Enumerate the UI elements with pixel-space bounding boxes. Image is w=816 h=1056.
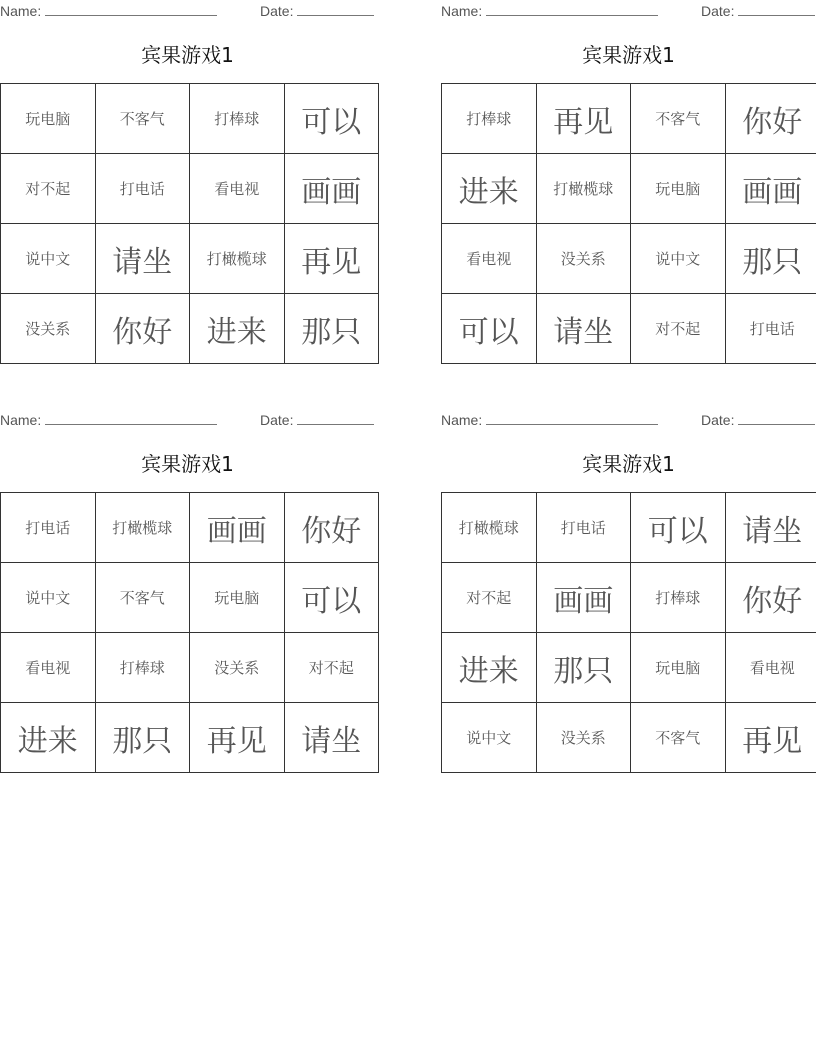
date-label: Date:: [260, 412, 294, 428]
grid-row: [1, 224, 379, 294]
name-date-line: [441, 3, 816, 19]
bingo-cell[interactable]: 画画: [284, 154, 379, 224]
date-blank-line[interactable]: [738, 412, 815, 425]
bingo-cell[interactable]: 没关系: [536, 703, 631, 773]
date-label: Date:: [701, 412, 735, 428]
name-blank-line[interactable]: [45, 412, 217, 425]
bingo-cell[interactable]: 进来: [442, 154, 537, 224]
date-blank-line[interactable]: [297, 412, 374, 425]
bingo-cell[interactable]: 进来: [1, 703, 96, 773]
grid-row: [1, 154, 379, 224]
bingo-cell[interactable]: 说中文: [1, 563, 96, 633]
bingo-cell[interactable]: 看电视: [442, 224, 537, 294]
grid-row: [442, 294, 816, 364]
bingo-grid: [441, 492, 816, 773]
bingo-cell[interactable]: 可以: [442, 294, 537, 364]
bingo-grid: [0, 492, 379, 773]
grid-row: [1, 703, 379, 773]
bingo-cell[interactable]: 打橄榄球: [95, 493, 190, 563]
date-field[interactable]: [701, 412, 815, 428]
bingo-card-2: [441, 0, 816, 365]
bingo-cell[interactable]: 可以: [284, 84, 379, 154]
bingo-cell[interactable]: 玩电脑: [631, 154, 726, 224]
bingo-cell[interactable]: 进来: [190, 294, 285, 364]
bingo-cell[interactable]: 打电话: [1, 493, 96, 563]
date-blank-line[interactable]: [297, 3, 374, 16]
bingo-cell[interactable]: 不客气: [631, 703, 726, 773]
name-blank-line[interactable]: [45, 3, 217, 16]
grid-row: [1, 563, 379, 633]
name-field[interactable]: [0, 412, 217, 428]
bingo-card-4: [441, 409, 816, 774]
bingo-cell[interactable]: 不客气: [95, 84, 190, 154]
grid-row: [1, 84, 379, 154]
bingo-cell[interactable]: 玩电脑: [631, 633, 726, 703]
bingo-cell[interactable]: 打电话: [536, 493, 631, 563]
bingo-cell[interactable]: 进来: [442, 633, 537, 703]
bingo-cell[interactable]: 对不起: [284, 633, 379, 703]
bingo-cell[interactable]: 没关系: [1, 294, 96, 364]
bingo-cell[interactable]: 看电视: [725, 633, 816, 703]
grid-row: [442, 563, 816, 633]
name-field[interactable]: [0, 3, 217, 19]
name-date-line: [0, 3, 375, 19]
bingo-cell[interactable]: 那只: [284, 294, 379, 364]
name-label: Name:: [441, 412, 483, 428]
name-date-line: [0, 412, 375, 428]
bingo-cell[interactable]: 没关系: [190, 633, 285, 703]
date-label: Date:: [701, 3, 735, 19]
bingo-cell[interactable]: 打电话: [725, 294, 816, 364]
bingo-cell[interactable]: 画画: [536, 563, 631, 633]
bingo-cell[interactable]: 你好: [95, 294, 190, 364]
name-date-line: [441, 412, 816, 428]
grid-row: [442, 633, 816, 703]
bingo-cell[interactable]: 可以: [284, 563, 379, 633]
bingo-cell[interactable]: 那只: [725, 224, 816, 294]
bingo-cell[interactable]: 画画: [190, 493, 285, 563]
bingo-cell[interactable]: 打棒球: [442, 84, 537, 154]
name-field[interactable]: [441, 3, 658, 19]
bingo-cell[interactable]: 那只: [95, 703, 190, 773]
bingo-cell[interactable]: 请坐: [536, 294, 631, 364]
bingo-cell[interactable]: 画画: [725, 154, 816, 224]
bingo-cell[interactable]: 打棒球: [190, 84, 285, 154]
date-field[interactable]: [701, 3, 815, 19]
card-title: 宾果游戏1: [582, 452, 675, 476]
grid-row: [442, 224, 816, 294]
bingo-cell[interactable]: 打橄榄球: [536, 154, 631, 224]
name-label: Name:: [441, 3, 483, 19]
bingo-cell[interactable]: 不客气: [631, 84, 726, 154]
name-field[interactable]: [441, 412, 658, 428]
bingo-grid: [0, 83, 379, 364]
bingo-cell[interactable]: 请坐: [284, 703, 379, 773]
grid-row: [1, 633, 379, 703]
bingo-cell[interactable]: 你好: [725, 84, 816, 154]
bingo-cell[interactable]: 没关系: [536, 224, 631, 294]
bingo-cell[interactable]: 再见: [536, 84, 631, 154]
bingo-cell[interactable]: 打电话: [95, 154, 190, 224]
name-blank-line[interactable]: [486, 3, 658, 16]
bingo-cell[interactable]: 对不起: [1, 154, 96, 224]
grid-row: [442, 84, 816, 154]
bingo-cell[interactable]: 说中文: [631, 224, 726, 294]
bingo-cell[interactable]: 对不起: [442, 563, 537, 633]
grid-row: [442, 154, 816, 224]
bingo-cell[interactable]: 打棒球: [631, 563, 726, 633]
bingo-cell[interactable]: 再见: [190, 703, 285, 773]
date-label: Date:: [260, 3, 294, 19]
bingo-cell[interactable]: 那只: [536, 633, 631, 703]
name-blank-line[interactable]: [486, 412, 658, 425]
bingo-cell[interactable]: 可以: [631, 493, 726, 563]
bingo-cell[interactable]: 玩电脑: [1, 84, 96, 154]
bingo-cell[interactable]: 再见: [284, 224, 379, 294]
bingo-cell[interactable]: 说中文: [1, 224, 96, 294]
bingo-cell[interactable]: 再见: [725, 703, 816, 773]
date-field[interactable]: [260, 3, 374, 19]
bingo-cell[interactable]: 请坐: [725, 493, 816, 563]
bingo-cell[interactable]: 你好: [284, 493, 379, 563]
card-title: 宾果游戏1: [141, 43, 234, 67]
name-label: Name:: [0, 3, 42, 19]
bingo-cell[interactable]: 对不起: [631, 294, 726, 364]
bingo-card-1: [0, 0, 375, 365]
bingo-cell[interactable]: 看电视: [1, 633, 96, 703]
bingo-cell[interactable]: 你好: [725, 563, 816, 633]
grid-row: [442, 703, 816, 773]
bingo-cell[interactable]: 打棒球: [95, 633, 190, 703]
bingo-cell[interactable]: 玩电脑: [190, 563, 285, 633]
bingo-cell[interactable]: 打橄榄球: [442, 493, 537, 563]
date-blank-line[interactable]: [738, 3, 815, 16]
name-label: Name:: [0, 412, 42, 428]
grid-row: [442, 493, 816, 563]
bingo-cell[interactable]: 看电视: [190, 154, 285, 224]
date-field[interactable]: [260, 412, 374, 428]
bingo-card-3: [0, 409, 375, 774]
grid-row: [1, 493, 379, 563]
card-title: 宾果游戏1: [141, 452, 234, 476]
bingo-cell[interactable]: 打橄榄球: [190, 224, 285, 294]
bingo-cell[interactable]: 请坐: [95, 224, 190, 294]
bingo-cell[interactable]: 说中文: [442, 703, 537, 773]
card-title: 宾果游戏1: [582, 43, 675, 67]
bingo-grid: [441, 83, 816, 364]
bingo-cell[interactable]: 不客气: [95, 563, 190, 633]
grid-row: [1, 294, 379, 364]
